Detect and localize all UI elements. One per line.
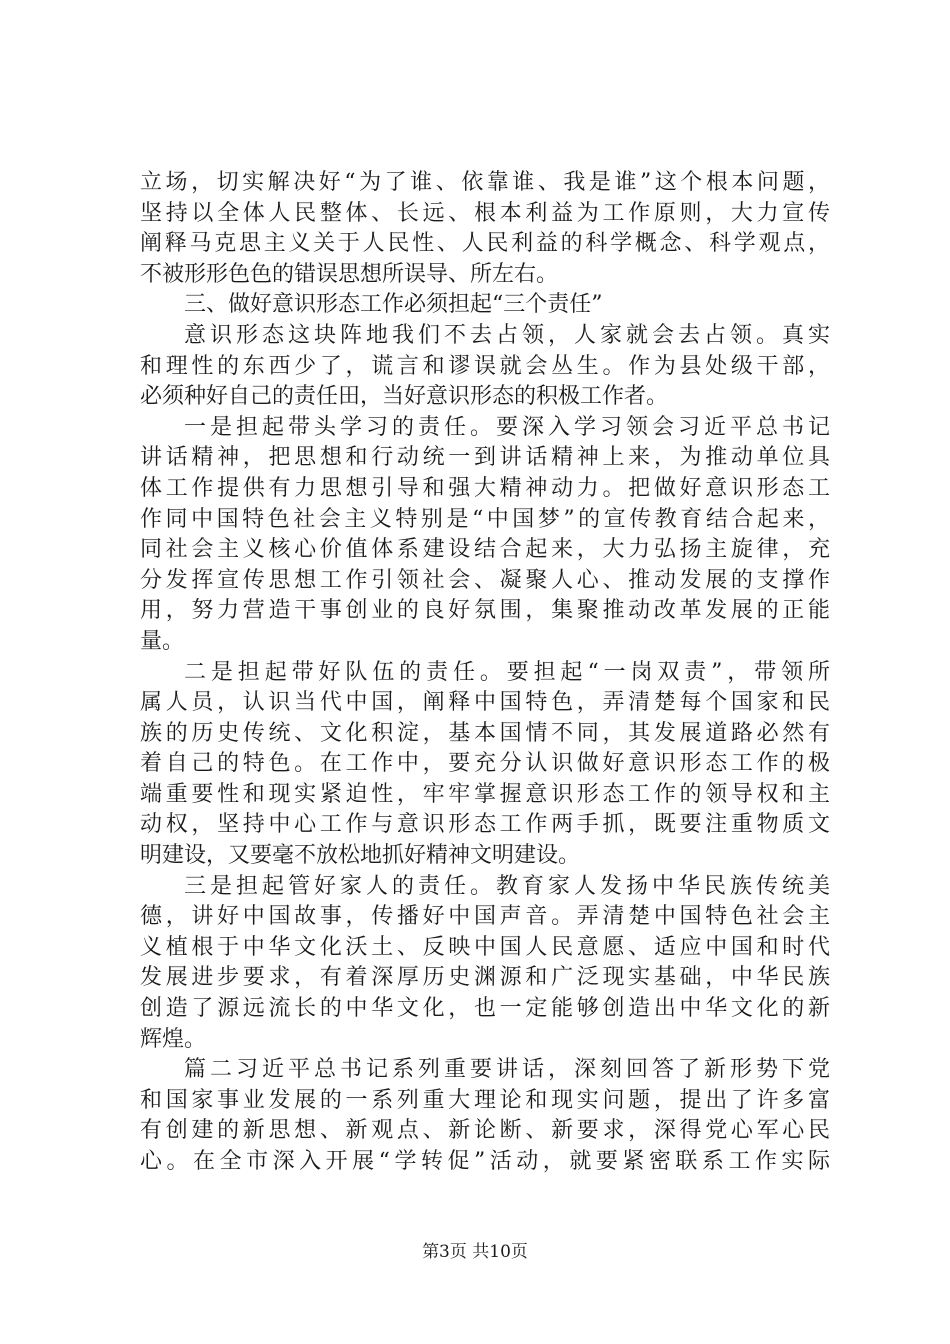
- text-line: 体工作提供有力思想引导和强大精神动力。把做好意识形态工: [140, 475, 830, 501]
- text-line: 创造了源远流长的中华文化，也一定能够创造出中华文化的新: [140, 996, 830, 1022]
- text-line: 同社会主义核心价值体系建设结合起来，大力弘扬主旋律，充: [140, 537, 830, 563]
- text-line: 意识形态这块阵地我们不去占领，人家就会去占领。真实: [184, 322, 830, 348]
- text-line: 辉煌。: [140, 1026, 207, 1052]
- text-line: 发展进步要求，有着深厚历史渊源和广泛现实基础，中华民族: [140, 965, 830, 991]
- text-line: 量。: [140, 628, 185, 654]
- text-line: 和国家事业发展的一系列重大理论和现实问题，提出了许多富: [140, 1087, 830, 1113]
- text-line: 用，努力营造干事创业的良好氛围，集聚推动改革发展的正能: [140, 598, 830, 624]
- text-line: 分发挥宣传思想工作引领社会、凝聚人心、推动发展的支撑作: [140, 567, 830, 593]
- text-line: 立场，切实解决好“为了谁、依靠谁、我是谁”这个根本问题，: [140, 170, 830, 195]
- text-line: 族的历史传统、文化积淀，基本国情不同，其发展道路必然有: [140, 720, 830, 746]
- text-line: 三是担起管好家人的责任。教育家人发扬中华民族传统美: [184, 873, 830, 899]
- text-line: 阐释马克思主义关于人民性、人民利益的科学概念、科学观点，: [140, 231, 830, 257]
- text-line: 坚持以全体人民整体、长远、根本利益为工作原则，大力宣传: [140, 200, 830, 226]
- text-line: 篇二习近平总书记系列重要讲话，深刻回答了新形势下党: [184, 1057, 830, 1083]
- text-line: 德，讲好中国故事，传播好中国声音。弄清楚中国特色社会主: [140, 904, 830, 930]
- text-line: 明建设，又要毫不放松地抓好精神文明建设。: [140, 843, 581, 869]
- text-line: 三、做好意识形态工作必须担起“三个责任”: [184, 292, 603, 318]
- text-line: 着自己的特色。在工作中，要充分认识做好意识形态工作的极: [140, 751, 830, 777]
- text-line: 义植根于中华文化沃土、反映中国人民意愿、适应中国和时代: [140, 934, 830, 960]
- text-line: 有创建的新思想、新观点、新论断、新要求，深得党心军心民: [140, 1118, 830, 1144]
- text-line: 端重要性和现实紧迫性，牢牢掌握意识形态工作的领导权和主: [140, 781, 830, 807]
- document-body: [140, 168, 830, 1178]
- text-line: 不被形形色色的错误思想所误导、所左右。: [140, 261, 559, 287]
- text-line: 必须种好自己的责任田，当好意识形态的积极工作者。: [140, 384, 669, 410]
- text-line: 和理性的东西少了，谎言和谬误就会丛生。作为县处级干部，: [140, 353, 830, 379]
- text-line: 属人员，认识当代中国，阐释中国特色，弄清楚每个国家和民: [140, 690, 830, 716]
- text-line: 一是担起带头学习的责任。要深入学习领会习近平总书记: [184, 414, 830, 440]
- text-line: 讲话精神，把思想和行动统一到讲话精神上来，为推动单位具: [140, 445, 830, 471]
- text-line: 作同中国特色社会主义特别是“中国梦”的宣传教育结合起来，: [140, 506, 830, 532]
- text-line: 心。在全市深入开展“学转促”活动，就要紧密联系工作实际: [140, 1149, 830, 1174]
- page-footer: 第3页 共10页: [422, 1242, 528, 1262]
- text-line: 二是担起带好队伍的责任。要担起“一岗双责”，带领所: [184, 659, 830, 685]
- text-line: 动权，坚持中心工作与意识形态工作两手抓，既要注重物质文: [140, 812, 830, 838]
